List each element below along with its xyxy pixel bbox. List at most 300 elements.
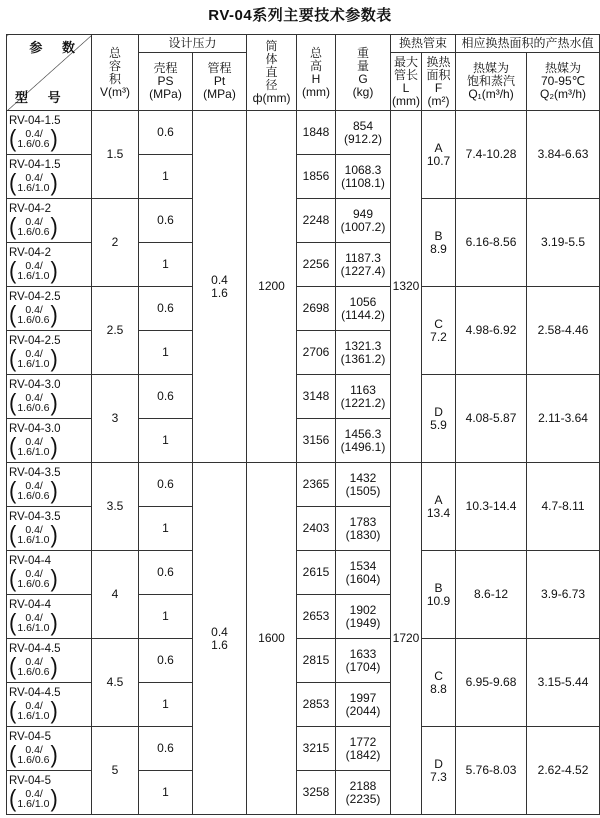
paren-right: ) [50, 564, 58, 593]
height-cell: 2615 [297, 551, 336, 595]
model-name: RV-04-5 [9, 775, 51, 787]
weight-value: 1772 [349, 734, 377, 749]
weight-cell [336, 683, 391, 727]
height-header-line: (mm) [302, 84, 330, 99]
table-row [7, 551, 600, 595]
model-spec [9, 212, 91, 241]
diameter-cell: 1600 [247, 463, 297, 815]
weight-value: 1432 [349, 470, 377, 485]
spec-bottom: 1.6/1.0 [17, 182, 50, 194]
bundle-code: D [434, 404, 443, 419]
shell-pressure-cell: 1 [139, 683, 193, 727]
volume-cell: 5 [92, 727, 139, 815]
area-cell [422, 727, 456, 815]
paren-left: ( [9, 564, 17, 593]
weight-value: 1321.3 [344, 338, 382, 353]
weight-header-line: 重 [357, 45, 370, 60]
water-capacity-cell: 3.9-6.73 [527, 551, 600, 639]
spec-fraction [16, 569, 50, 590]
spec-top: 0.4/ [25, 127, 43, 140]
model-name: RV-04-1.5 [9, 159, 61, 171]
spec-bottom: 1.6/1.0 [17, 446, 50, 458]
shell-pressure-cell: 0.6 [139, 111, 193, 155]
height-header [297, 35, 336, 111]
bundle-code: A [434, 492, 443, 507]
paren-right: ) [50, 212, 58, 241]
water-header-line: 70-95℃ [540, 74, 586, 88]
weight-alt-value: (912.2) [344, 131, 383, 146]
paren-right: ) [50, 168, 58, 197]
volume-cell: 1.5 [92, 111, 139, 199]
weight-value: 854 [353, 118, 374, 133]
shell-pressure-cell: 0.6 [139, 639, 193, 683]
model-name: RV-04-3.0 [9, 379, 61, 391]
volume-cell: 2.5 [92, 287, 139, 375]
spec-bottom: 1.6/0.6 [17, 314, 50, 326]
paren-right: ) [50, 740, 58, 769]
tube-header-line: (MPa) [203, 87, 236, 101]
water-capacity-cell: 2.62-4.52 [527, 727, 600, 815]
height-header-line: 高 [310, 58, 323, 73]
steam-header [456, 53, 527, 111]
volume-cell: 3.5 [92, 463, 139, 551]
model-cell [7, 419, 92, 463]
area-cell [422, 287, 456, 375]
model-name: RV-04-3.5 [9, 511, 61, 523]
bundle-area: 13.4 [426, 505, 451, 520]
spec-fraction [16, 657, 50, 678]
spec-top: 0.4/ [25, 787, 43, 800]
shell-pressure-cell: 0.6 [139, 727, 193, 771]
shell-pressure-cell: 0.6 [139, 551, 193, 595]
bundle-code: D [434, 756, 443, 771]
paren-right: ) [50, 124, 58, 153]
area-cell [422, 463, 456, 551]
spec-bottom: 1.6/1.0 [17, 270, 50, 282]
tube-header-line: 管程 [207, 61, 232, 75]
volume-header-line: V(m³) [100, 84, 130, 99]
paren-left: ( [9, 168, 17, 197]
weight-cell [336, 507, 391, 551]
model-spec [9, 476, 91, 505]
shell-pressure-cell: 1 [139, 155, 193, 199]
bundle-code: C [434, 668, 443, 683]
weight-cell [336, 595, 391, 639]
paren-left: ( [9, 388, 17, 417]
tube-pressure-value: 0.4 [211, 272, 228, 287]
model-spec [9, 740, 91, 769]
weight-header-line: G [358, 71, 368, 86]
area-cell [422, 375, 456, 463]
volume-header-line: 容 [108, 58, 121, 73]
spec-top: 0.4/ [25, 347, 43, 360]
model-spec [9, 696, 91, 725]
paren-left: ( [9, 300, 17, 329]
model-spec [9, 432, 91, 461]
shell-pressure-cell: 1 [139, 595, 193, 639]
shell-pressure-cell: 1 [139, 419, 193, 463]
shell-pressure-cell: 1 [139, 243, 193, 287]
bundle-area: 10.7 [426, 153, 451, 168]
diameter-header-line: 筒 [265, 39, 278, 53]
bundle-area: 10.9 [426, 593, 451, 608]
weight-value: 1456.3 [344, 426, 382, 441]
water-header-line: 热媒为 [545, 61, 582, 75]
tube-pressure-value: 0.4 [211, 624, 228, 639]
height-cell: 2706 [297, 331, 336, 375]
paren-right: ) [50, 344, 58, 373]
model-spec [9, 608, 91, 637]
weight-alt-value: (2235) [345, 791, 381, 806]
spec-fraction [16, 349, 50, 370]
area-cell [422, 111, 456, 199]
model-cell [7, 639, 92, 683]
model-header: 型 号 [15, 90, 69, 105]
height-header-line: H [311, 71, 321, 86]
spec-bottom: 1.6/0.6 [17, 226, 50, 238]
spec-fraction [16, 393, 50, 414]
spec-table [6, 34, 600, 815]
shell-header-line: 壳程 [153, 61, 178, 75]
spec-fraction [16, 481, 50, 502]
water-capacity-cell: 3.15-5.44 [527, 639, 600, 727]
shell-pressure-cell: 1 [139, 331, 193, 375]
table-row [7, 375, 600, 419]
max-length-header [391, 53, 422, 111]
paren-right: ) [50, 300, 58, 329]
weight-value: 1783 [349, 514, 377, 529]
paren-left: ( [9, 212, 17, 241]
bundle-area: 7.3 [430, 769, 447, 784]
weight-value: 1902 [349, 602, 377, 617]
weight-alt-value: (1496.1) [340, 439, 386, 454]
shell-pressure-cell: 0.6 [139, 463, 193, 507]
tube-pressure-header [193, 53, 247, 111]
spec-bottom: 1.6/1.0 [17, 622, 50, 634]
model-name: RV-04-3.5 [9, 467, 61, 479]
paren-left: ( [9, 696, 17, 725]
weight-cell [336, 727, 391, 771]
spec-bottom: 1.6/0.6 [17, 402, 50, 414]
volume-header [92, 35, 139, 111]
weight-value: 1056 [349, 294, 377, 309]
area-header-line: (m²) [427, 93, 450, 108]
model-spec [9, 564, 91, 593]
height-cell: 3215 [297, 727, 336, 771]
weight-alt-value: (1949) [345, 615, 381, 630]
spec-top: 0.4/ [25, 171, 43, 184]
tube-pressure-value: 1.6 [211, 285, 228, 300]
model-cell [7, 727, 92, 771]
spec-top: 0.4/ [25, 479, 43, 492]
diameter-header-line: 体 [265, 52, 278, 66]
steam-capacity-cell: 6.16-8.56 [456, 199, 527, 287]
weight-cell [336, 639, 391, 683]
spec-top: 0.4/ [25, 215, 43, 228]
area-cell [422, 199, 456, 287]
table-row [7, 199, 600, 243]
height-cell: 2653 [297, 595, 336, 639]
paren-left: ( [9, 476, 17, 505]
shell-pressure-cell: 0.6 [139, 287, 193, 331]
weight-value: 1633 [349, 646, 377, 661]
tube-pressure-value: 1.6 [211, 637, 228, 652]
area-cell [422, 639, 456, 727]
shell-pressure-cell: 0.6 [139, 375, 193, 419]
paren-right: ) [50, 608, 58, 637]
table-row [7, 287, 600, 331]
weight-cell [336, 331, 391, 375]
capacity-header: 相应换热面积的产热水值 [456, 35, 600, 53]
weight-alt-value: (1227.4) [340, 263, 386, 278]
spec-bottom: 1.6/1.0 [17, 534, 50, 546]
volume-header-line: 总 [108, 45, 121, 60]
weight-value: 1068.3 [344, 162, 382, 177]
shell-header-line: (MPa) [149, 87, 182, 101]
height-cell: 2698 [297, 287, 336, 331]
spec-bottom: 1.6/0.6 [17, 490, 50, 502]
spec-fraction [16, 701, 50, 722]
model-name: RV-04-2 [9, 203, 51, 215]
spec-top: 0.4/ [25, 303, 43, 316]
max-length-header-line: 最大 [394, 54, 419, 69]
steam-capacity-cell: 8.6-12 [456, 551, 527, 639]
spec-top: 0.4/ [25, 523, 43, 536]
model-name: RV-04-4 [9, 599, 51, 611]
paren-left: ( [9, 740, 17, 769]
max-length-header-line: 管长 [394, 67, 419, 82]
header-row-1 [7, 35, 600, 53]
weight-alt-value: (1704) [345, 659, 381, 674]
shell-header-line: PS [157, 74, 174, 88]
model-spec [9, 168, 91, 197]
height-cell: 1856 [297, 155, 336, 199]
spec-fraction [16, 789, 50, 810]
paren-left: ( [9, 124, 17, 153]
spec-fraction [16, 525, 50, 546]
spec-fraction [16, 305, 50, 326]
diameter-header [247, 35, 297, 111]
spec-fraction [16, 129, 50, 150]
spec-bottom: 1.6/0.6 [17, 666, 50, 678]
weight-value: 1534 [349, 558, 377, 573]
weight-cell [336, 111, 391, 155]
spec-fraction [16, 745, 50, 766]
model-spec [9, 652, 91, 681]
water-header-line: Q₂(m³/h) [540, 87, 587, 101]
bundle-area: 8.8 [430, 681, 447, 696]
area-header-line: F [434, 80, 443, 95]
area-header-line: 面积 [426, 67, 451, 82]
height-cell: 3156 [297, 419, 336, 463]
water-capacity-cell: 2.11-3.64 [527, 375, 600, 463]
table-title: RV-04系列主要技术参数表 [208, 7, 392, 24]
weight-value: 1163 [350, 382, 376, 397]
weight-header-line: 量 [357, 58, 370, 73]
weight-alt-value: (1007.2) [340, 219, 386, 234]
spec-fraction [16, 173, 50, 194]
paren-left: ( [9, 784, 17, 813]
volume-cell: 4 [92, 551, 139, 639]
area-header-line: 换热 [426, 54, 451, 69]
diameter-header-line: 直 [265, 65, 278, 79]
paren-left: ( [9, 432, 17, 461]
paren-right: ) [50, 432, 58, 461]
height-cell: 3258 [297, 771, 336, 815]
shell-pressure-cell: 0.6 [139, 199, 193, 243]
design-pressure-header: 设计压力 [139, 35, 247, 53]
model-spec [9, 344, 91, 373]
weight-value: 949 [353, 206, 374, 221]
model-name: RV-04-2.5 [9, 291, 61, 303]
bundle-area: 5.9 [430, 417, 447, 432]
steam-header-line: 热媒为 [473, 61, 510, 75]
table-row [7, 727, 600, 771]
spec-top: 0.4/ [25, 699, 43, 712]
spec-top: 0.4/ [25, 567, 43, 580]
tube-pressure-cell [193, 463, 247, 815]
shell-pressure-cell: 1 [139, 771, 193, 815]
height-cell: 2853 [297, 683, 336, 727]
weight-cell [336, 287, 391, 331]
height-header-line: 总 [310, 45, 323, 60]
spec-fraction [16, 261, 50, 282]
paren-left: ( [9, 652, 17, 681]
model-spec [9, 300, 91, 329]
paren-right: ) [50, 520, 58, 549]
diameter-cell: 1200 [247, 111, 297, 463]
max-length-header-line: L [402, 80, 410, 95]
weight-value: 2188 [349, 778, 377, 793]
model-cell [7, 683, 92, 727]
bundle-area: 7.2 [430, 329, 447, 344]
model-cell [7, 551, 92, 595]
model-cell [7, 155, 92, 199]
water-capacity-cell: 3.19-5.5 [527, 199, 600, 287]
height-cell: 2256 [297, 243, 336, 287]
paren-right: ) [50, 388, 58, 417]
shell-pressure-cell: 1 [139, 507, 193, 551]
spec-bottom: 1.6/0.6 [17, 138, 50, 150]
diameter-header-line: 径 [265, 78, 278, 92]
model-spec [9, 388, 91, 417]
weight-alt-value: (1604) [345, 571, 381, 586]
paren-left: ( [9, 608, 17, 637]
volume-cell: 2 [92, 199, 139, 287]
spec-fraction [16, 217, 50, 238]
weight-cell [336, 551, 391, 595]
model-spec [9, 784, 91, 813]
tube-pressure-cell [193, 111, 247, 463]
model-cell [7, 507, 92, 551]
spec-bottom: 1.6/0.6 [17, 754, 50, 766]
weight-cell [336, 155, 391, 199]
paren-left: ( [9, 520, 17, 549]
table-row [7, 463, 600, 507]
spec-top: 0.4/ [25, 743, 43, 756]
spec-top: 0.4/ [25, 611, 43, 624]
weight-alt-value: (1842) [345, 747, 381, 762]
water-capacity-cell: 2.58-4.46 [527, 287, 600, 375]
water-capacity-cell: 4.7-8.11 [527, 463, 600, 551]
model-cell [7, 771, 92, 815]
paren-right: ) [50, 652, 58, 681]
paren-right: ) [50, 476, 58, 505]
steam-capacity-cell: 5.76-8.03 [456, 727, 527, 815]
bundle-code: A [434, 140, 443, 155]
model-name: RV-04-5 [9, 731, 51, 743]
steam-capacity-cell: 6.95-9.68 [456, 639, 527, 727]
water-header [527, 53, 600, 111]
paren-right: ) [50, 784, 58, 813]
model-name: RV-04-4.5 [9, 687, 61, 699]
weight-alt-value: (1830) [345, 527, 381, 542]
max-length-cell: 1320 [391, 111, 422, 463]
model-cell [7, 595, 92, 639]
weight-cell [336, 419, 391, 463]
steam-capacity-cell: 7.4-10.28 [456, 111, 527, 199]
area-header [422, 53, 456, 111]
water-capacity-cell: 3.84-6.63 [527, 111, 600, 199]
corner-header-cell [7, 35, 92, 111]
weight-alt-value: (2044) [345, 703, 381, 718]
spec-bottom: 1.6/1.0 [17, 710, 50, 722]
spec-bottom: 1.6/1.0 [17, 358, 50, 370]
area-cell [422, 551, 456, 639]
model-cell [7, 199, 92, 243]
weight-alt-value: (1144.2) [341, 307, 385, 322]
height-cell: 3148 [297, 375, 336, 419]
tube-bundle-header: 换热管束 [391, 35, 456, 53]
spec-table-body [7, 35, 600, 815]
height-cell: 2403 [297, 507, 336, 551]
steam-capacity-cell: 10.3-14.4 [456, 463, 527, 551]
weight-cell [336, 463, 391, 507]
volume-cell: 4.5 [92, 639, 139, 727]
spec-bottom: 1.6/1.0 [17, 798, 50, 810]
max-length-cell: 1720 [391, 463, 422, 815]
weight-cell [336, 243, 391, 287]
height-cell: 1848 [297, 111, 336, 155]
paren-right: ) [50, 256, 58, 285]
weight-cell [336, 199, 391, 243]
spec-top: 0.4/ [25, 435, 43, 448]
paren-left: ( [9, 344, 17, 373]
weight-value: 1997 [349, 690, 377, 705]
model-cell [7, 111, 92, 155]
shell-pressure-header [139, 53, 193, 111]
weight-alt-value: (1221.2) [340, 395, 386, 410]
model-name: RV-04-2.5 [9, 335, 61, 347]
model-name: RV-04-4 [9, 555, 51, 567]
param-header: 参 数 [29, 40, 83, 55]
height-cell: 2365 [297, 463, 336, 507]
weight-alt-value: (1361.2) [340, 351, 386, 366]
model-name: RV-04-3.0 [9, 423, 61, 435]
spec-top: 0.4/ [25, 391, 43, 404]
spec-top: 0.4/ [25, 655, 43, 668]
spec-bottom: 1.6/0.6 [17, 578, 50, 590]
model-name: RV-04-2 [9, 247, 51, 259]
bundle-code: B [434, 580, 443, 595]
steam-header-line: Q₁(m³/h) [468, 87, 514, 101]
weight-header [336, 35, 391, 111]
tube-header-line: Pt [213, 74, 226, 88]
weight-header-line: (kg) [352, 84, 374, 99]
weight-value: 1187.3 [345, 250, 381, 265]
model-cell [7, 331, 92, 375]
model-spec [9, 256, 91, 285]
